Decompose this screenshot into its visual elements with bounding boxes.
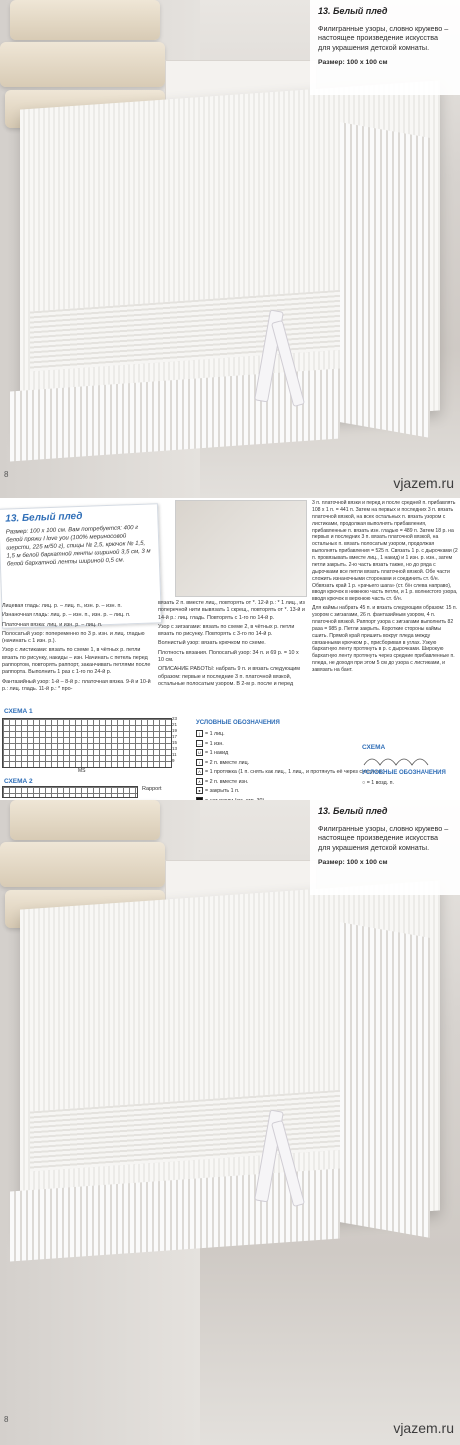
col1-para: Лицевая гладь: лиц. р. – лиц. п., изн. р. – изн. п. <box>2 603 122 609</box>
article-title: 13. Белый плед <box>318 806 388 816</box>
article-size: Размер: 100 х 100 см <box>318 58 388 66</box>
article-title: 13. Белый плед <box>318 6 388 16</box>
col2-para: ОПИСАНИЕ РАБОТЫ: набрать 9 п. и вязать следующим образом: первые и последние 3 п. платочной вязкой, остальные полосатым узором. В 2-м р. после и перед <box>158 666 300 687</box>
crochet-scheme-label: СХЕМА <box>362 744 386 751</box>
scheme1-grid <box>2 718 172 768</box>
legend-item: / = 2 п. вместе лиц. <box>196 759 308 767</box>
ms-label: MS <box>78 768 86 774</box>
watermark: vjazem.ru <box>393 1420 454 1436</box>
article-size: Размер: 100 х 100 см <box>318 858 388 866</box>
col1-para: Изнаночная гладь: лиц. р. – изн. п., изн. р. – лиц. п. <box>2 612 131 619</box>
scheme2-grid <box>2 786 138 798</box>
crochet-scheme-diagram <box>362 753 432 767</box>
scheme1-label: СХЕМА 1 <box>4 708 33 715</box>
lace-edge-side <box>340 922 430 1238</box>
col1-para: Полосатый узор: попеременно по 3 р. изн. и лиц. гладью (начинать с 1 изн. р.). <box>2 630 145 645</box>
watermark: vjazem.ru <box>393 475 454 491</box>
legend-item: ∧ = 2 п. вместе изн. <box>196 778 308 786</box>
column-2 <box>158 600 306 690</box>
column-3 <box>312 500 458 676</box>
article-description: Филигранные узоры, словно кружево – настоящее произведение искусства для украшения детской комнаты. <box>318 24 449 52</box>
instructions-title: 13. Белый плед <box>5 510 83 525</box>
article-caption <box>310 0 460 95</box>
scheme2-label: СХЕМА 2 <box>4 778 33 785</box>
col2-para: Волнистый узор: вязать крючком по схеме. <box>158 640 266 647</box>
page-number: 8 <box>4 1415 9 1424</box>
bottom-photo-panel <box>0 800 460 1445</box>
crochet-legend-title: УСЛОВНЫЕ ОБОЗНАЧЕНИЯ <box>362 770 446 776</box>
col3-para: 3 п. платочной вязки и перед и после средней п. прибавлять 108 х 1 п. = 441 п. Затем на первых и последних 3 п. вязать платочной вязкой, на всех остальных п. вязать узором с листиками, продолжая выполнять прибавления, прибавленные п. вязать изн. гладью = 489 п. Затем 18 р. на первых и последних 3 п. вязать платочной вязкой, на остальных п. вязать полосатым узором, продолжая выполнять прибавления = 525 п. Связать 1 р. с дырочками (2 п. провязывать вместе лиц., 1 накид) и 1 изн. р. изн., затем петли закрыть. 2-ю часть вязать также, но до ряда с дырочками все петли вязать платочной вязкой. Обе части сложить изнаночными сторонами и соединить ст. б/н. Обвязать край 1 р. «рачьего шага» (ст. б/н слева направо), вводя крючок в нижнюю часть петли, и 1 р. волнистого узора, вводя крючок в верхнюю часть ст. б/н. <box>312 500 458 603</box>
col2-para: вязать 2 п. вместе лиц., повторять от *. 12-й р.: * 1 лиц., из поперечной нити вывязать 1 скрещ., повторять от *. 13-й и 14-й р.: лиц. гладь. Повторять с 1-го по 14-й р. <box>158 600 305 621</box>
scheme1-row-numbers: 23 21 19 17 15 13 11 9 <box>172 716 178 763</box>
legend-item: U = 1 накид <box>196 749 308 757</box>
rapport-label: Rapport <box>142 786 162 792</box>
article-description: Филигранные узоры, словно кружево – настоящее произведение искусства для украшения детской комнаты. <box>318 824 449 852</box>
col1-para: Узор с листиками: вязать по схеме 1, в чётных р. петли вязать по рисунку, накиды – изн. Начинать с петель перед раппортом, повторять раппорт, заканчивать петлями после раппорта. Выполнить 1 раз с 1-го по 24-й р. <box>2 647 151 676</box>
legend-item: | = 1 лиц. <box>196 730 308 738</box>
instructions-panel <box>0 498 460 798</box>
col3-para: Для каймы набрать 45 п. и вязать следующим образом: 15 п. узором с зигзагами, 26 п. фантазийным узором, 4 п. платочной вязкой. Раппорт узора с зигзагами выполнить 82 раза = 985 р. Петли закрыть. Короткие стороны каймы сшить. Прямой край пришить вокруг пледа между связанными крючком р., присборивая в углах. Узкую бархатную ленту протянуть в р. с дырочками. Широкую бархатную ленту протянуть через средние прибавленные п. пледа, не доходя при этом 5 см до узора с листиками, и завязать на бант. <box>312 605 458 673</box>
column-1 <box>2 603 152 695</box>
crochet-legend-list <box>362 780 452 789</box>
legend-item: ● = закрыть 1 п. <box>196 787 308 795</box>
legend-item: — = 1 изн. <box>197 740 224 747</box>
article-caption <box>310 800 460 895</box>
small-blanket-photo <box>175 500 307 597</box>
col1-para: Фантазийный узор: 1-й – 8-й р.: платочная вязка. 9-й и 10-й р.: лиц. гладь. 11-й р.: * про- <box>2 678 151 692</box>
lace-edge-side <box>340 122 430 438</box>
materials-text: Размер: 100 х 100 см. Вам потребуется: 400 г белой пряжи I love you (100% мериносовой шерсти, 225 м/50 г), спицы № 2,5, крючок № 1,5, 1,5 м белой бархатной ленты шириной 3,5 см, 3 м белой бархатной ленты шириной 0,5 см. <box>5 524 151 568</box>
col2-para: Узор с зигзагами: вязать по схеме 2, в чётных р. петли вязать по рисунку. Повторять с 3-го по 14-й р. <box>158 623 295 638</box>
top-photo-panel <box>0 0 460 498</box>
crochet-legend-item: ○ = 1 возд. п. <box>362 780 394 786</box>
col2-para: Плотность вязания. Полосатый узор: 34 п. и 69 р. = 10 х 10 см. <box>158 649 299 664</box>
page-number: 8 <box>4 470 9 479</box>
legend-title: УСЛОВНЫЕ ОБОЗНАЧЕНИЯ <box>196 720 280 726</box>
col1-para: Платочная вязка: лиц. и изн. р. – лиц. п. <box>2 621 103 628</box>
legend-item: Λ = 1 протяжка (1 п. снять как лиц., 1 лиц., и протянуть её через снятую п.) <box>196 768 308 776</box>
